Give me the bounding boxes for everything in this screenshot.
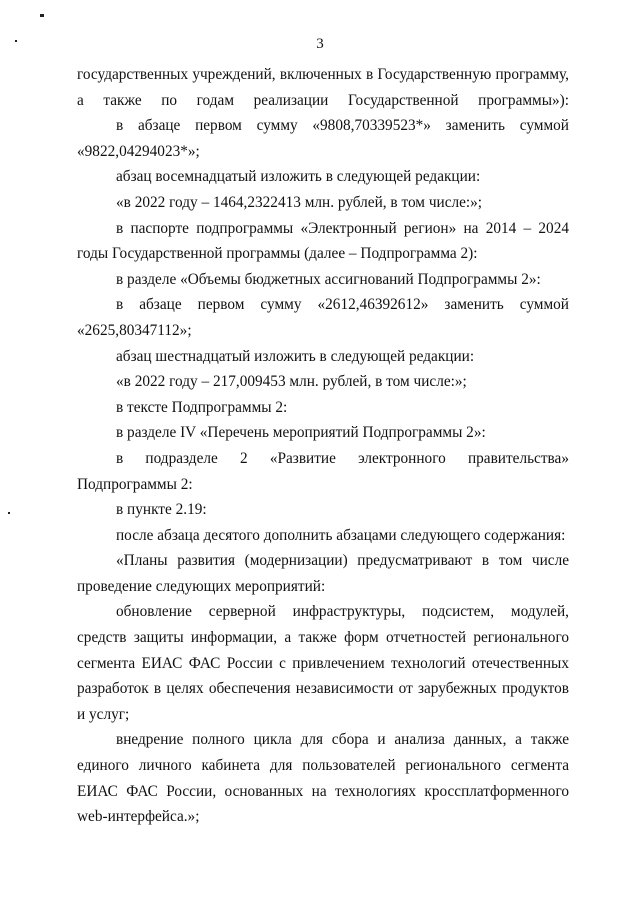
paragraph-7: в абзаце первом сумму «2612,46392612» заменить суммой «2625,80347112»; bbox=[77, 296, 569, 339]
paragraph-13: в пункте 2.19: bbox=[116, 501, 207, 519]
paragraph-5: в паспорте подпрограммы «Электронный регион» на 2014 – 2024 годы Государственной программы (далее – Подпрограмма 2): bbox=[77, 219, 569, 263]
paragraph-9: «в 2022 году – 217,009453 млн. рублей, в том числе:»; bbox=[116, 373, 467, 391]
paragraph-6: в разделе «Объемы бюджетных ассигнований Подпрограммы 2»: bbox=[116, 270, 541, 288]
scan-speck bbox=[40, 14, 44, 17]
paragraph-16: обновление серверной инфраструктуры, подсистем, модулей, средств защиты информации, а также форм отчетностей регионального сегмента ЕИАС ФАС России с привлечением технологий отечественных разработок в целях обеспечения независимости от зарубежных продуктов и услуг; bbox=[77, 603, 569, 723]
paragraph-10: в тексте Подпрограммы 2: bbox=[116, 398, 288, 416]
paragraph-11: в разделе IV «Перечень мероприятий Подпрограммы 2»: bbox=[116, 424, 486, 442]
paragraph-1: государственных учреждений, включенных в Государственную программу, а также по годам реализации Государственной программы»): bbox=[77, 66, 569, 109]
document-body bbox=[77, 62, 569, 830]
paragraph-2: в абзаце первом сумму «9808,70339523*» заменить суммой «9822,04294023*»; bbox=[77, 117, 569, 160]
paragraph-14: после абзаца десятого дополнить абзацами следующего содержания: bbox=[116, 526, 566, 544]
paragraph-12: в подразделе 2 «Развитие электронного правительства» Подпрограммы 2: bbox=[77, 449, 569, 493]
scan-speck bbox=[8, 512, 10, 514]
paragraph-4: «в 2022 году – 1464,2322413 млн. рублей, в том числе:»; bbox=[116, 193, 483, 211]
paragraph-17: внедрение полного цикла для сбора и анализа данных, а также единого личного кабинета для пользователей регионального сегмента ЕИАС ФАС России, основанных на технологиях кроссплатформенного web-интерфейса.»; bbox=[77, 731, 569, 826]
paragraph-3: абзац восемнадцатый изложить в следующей редакции: bbox=[116, 168, 481, 186]
page-number: 3 bbox=[316, 36, 324, 52]
paragraph-8: абзац шестнадцатый изложить в следующей редакции: bbox=[116, 347, 475, 365]
paragraph-15: «Планы развития (модернизации) предусматривают в том числе проведение следующих мероприятий: bbox=[77, 552, 569, 595]
